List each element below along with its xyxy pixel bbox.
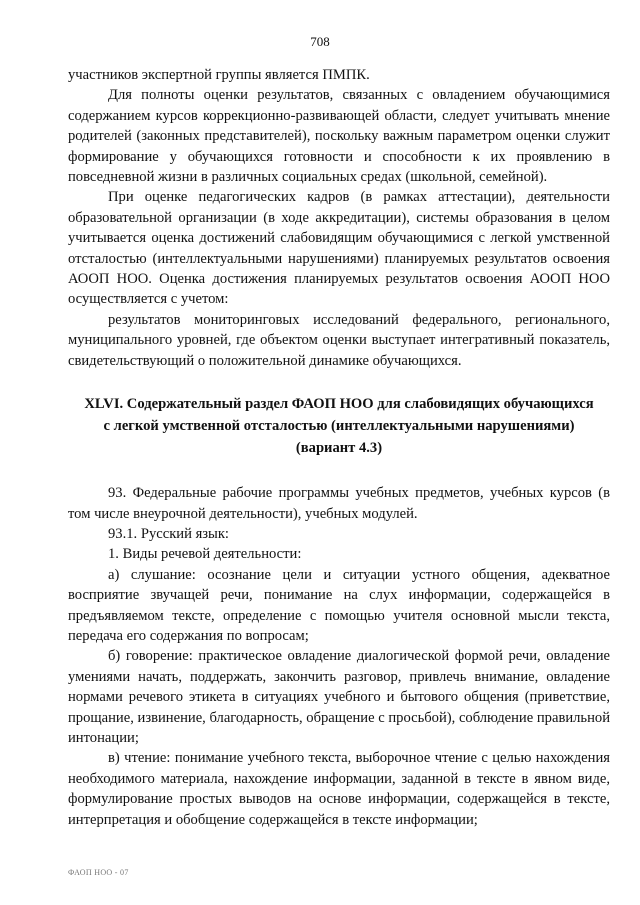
- paragraph-monitoring-results: результатов мониторинговых исследований федерального, регионального, муниципального уровней, где объектом оценки выступает интегративный показатель, свидетельствующий о положительной динамике обучающихся.: [68, 311, 610, 369]
- paragraph-93: 93. Федеральные рабочие программы учебных предметов, учебных курсов (в том числе внеурочной деятельности), учебных модулей.: [68, 485, 610, 522]
- section-heading-line-3: (вариант 4.3): [295, 440, 383, 457]
- paragraph-ppmk: участников экспертной группы является ПМПК.: [68, 67, 370, 83]
- section-heading: [68, 393, 610, 459]
- paragraph-parents-opinion: Для полноты оценки результатов, связанных с овладением обучающимися содержанием курсов коррекционно-развивающей области, следует учитывать мнение родителей (законных представителей), поскольку важным параметром оценки служит формирование у обучающихся готовности и способности к их проявлению в повседневной жизни в различных социальных средах (школьной, семейной).: [68, 87, 610, 186]
- paragraph-speech-activities: 1. Виды речевой деятельности:: [108, 546, 302, 563]
- paragraph-reading: в) чтение: понимание учебного текста, выборочное чтение с целью нахождения необходимого материала, нахождение информации, заданной в тексте в явном виде, формулирование простых выводов на основе информации, содержащейся в тексте, интерпретация и обобщение содержащейся в тексте информации;: [68, 750, 610, 828]
- page-number: 708: [310, 34, 330, 49]
- paragraph-93-1: 93.1. Русский язык:: [108, 525, 229, 542]
- paragraph-speaking: б) говорение: практическое овладение диалогической формой речи, овладение умениями начать, поддержать, закончить разговор, привлечь внимание, овладение нормами речевого этикета в ситуациях учебного и бытового общения (приветствие, прощание, извинение, благодарность, обращение с просьбой), соблюдение правильной интонации;: [68, 648, 611, 746]
- paragraph-staff-assessment: При оценке педагогических кадров (в рамках аттестации), деятельности образовательной организации (в ходе аккредитации), системы образования в целом учитывается оценка достижений слабовидящим обучающимися с легкой умственной отсталостью (интеллектуальными нарушениями) планируемых результатов освоения АООП НОО. Оценка достижения планируемых результатов освоения АООП НОО осуществляется с учетом:: [68, 189, 610, 308]
- paragraph-listening: а) слушание: осознание цели и ситуации устного общения, адекватное восприятие звучащей речи, понимание на слух информации, содержащейся в предъявляемом тексте, определение с помощью учителя основной мысли текста, передача его содержания по вопросам;: [68, 566, 610, 644]
- section-heading-line-1: XLVI. Содержательный раздел ФАОП НОО для слабовидящих обучающихся: [84, 396, 594, 413]
- section-heading-line-2: с легкой умственной отсталостью (интеллектуальными нарушениями): [103, 418, 575, 435]
- document-body: [68, 65, 610, 830]
- footer-stamp: ФАОП НОО - 07: [68, 868, 129, 877]
